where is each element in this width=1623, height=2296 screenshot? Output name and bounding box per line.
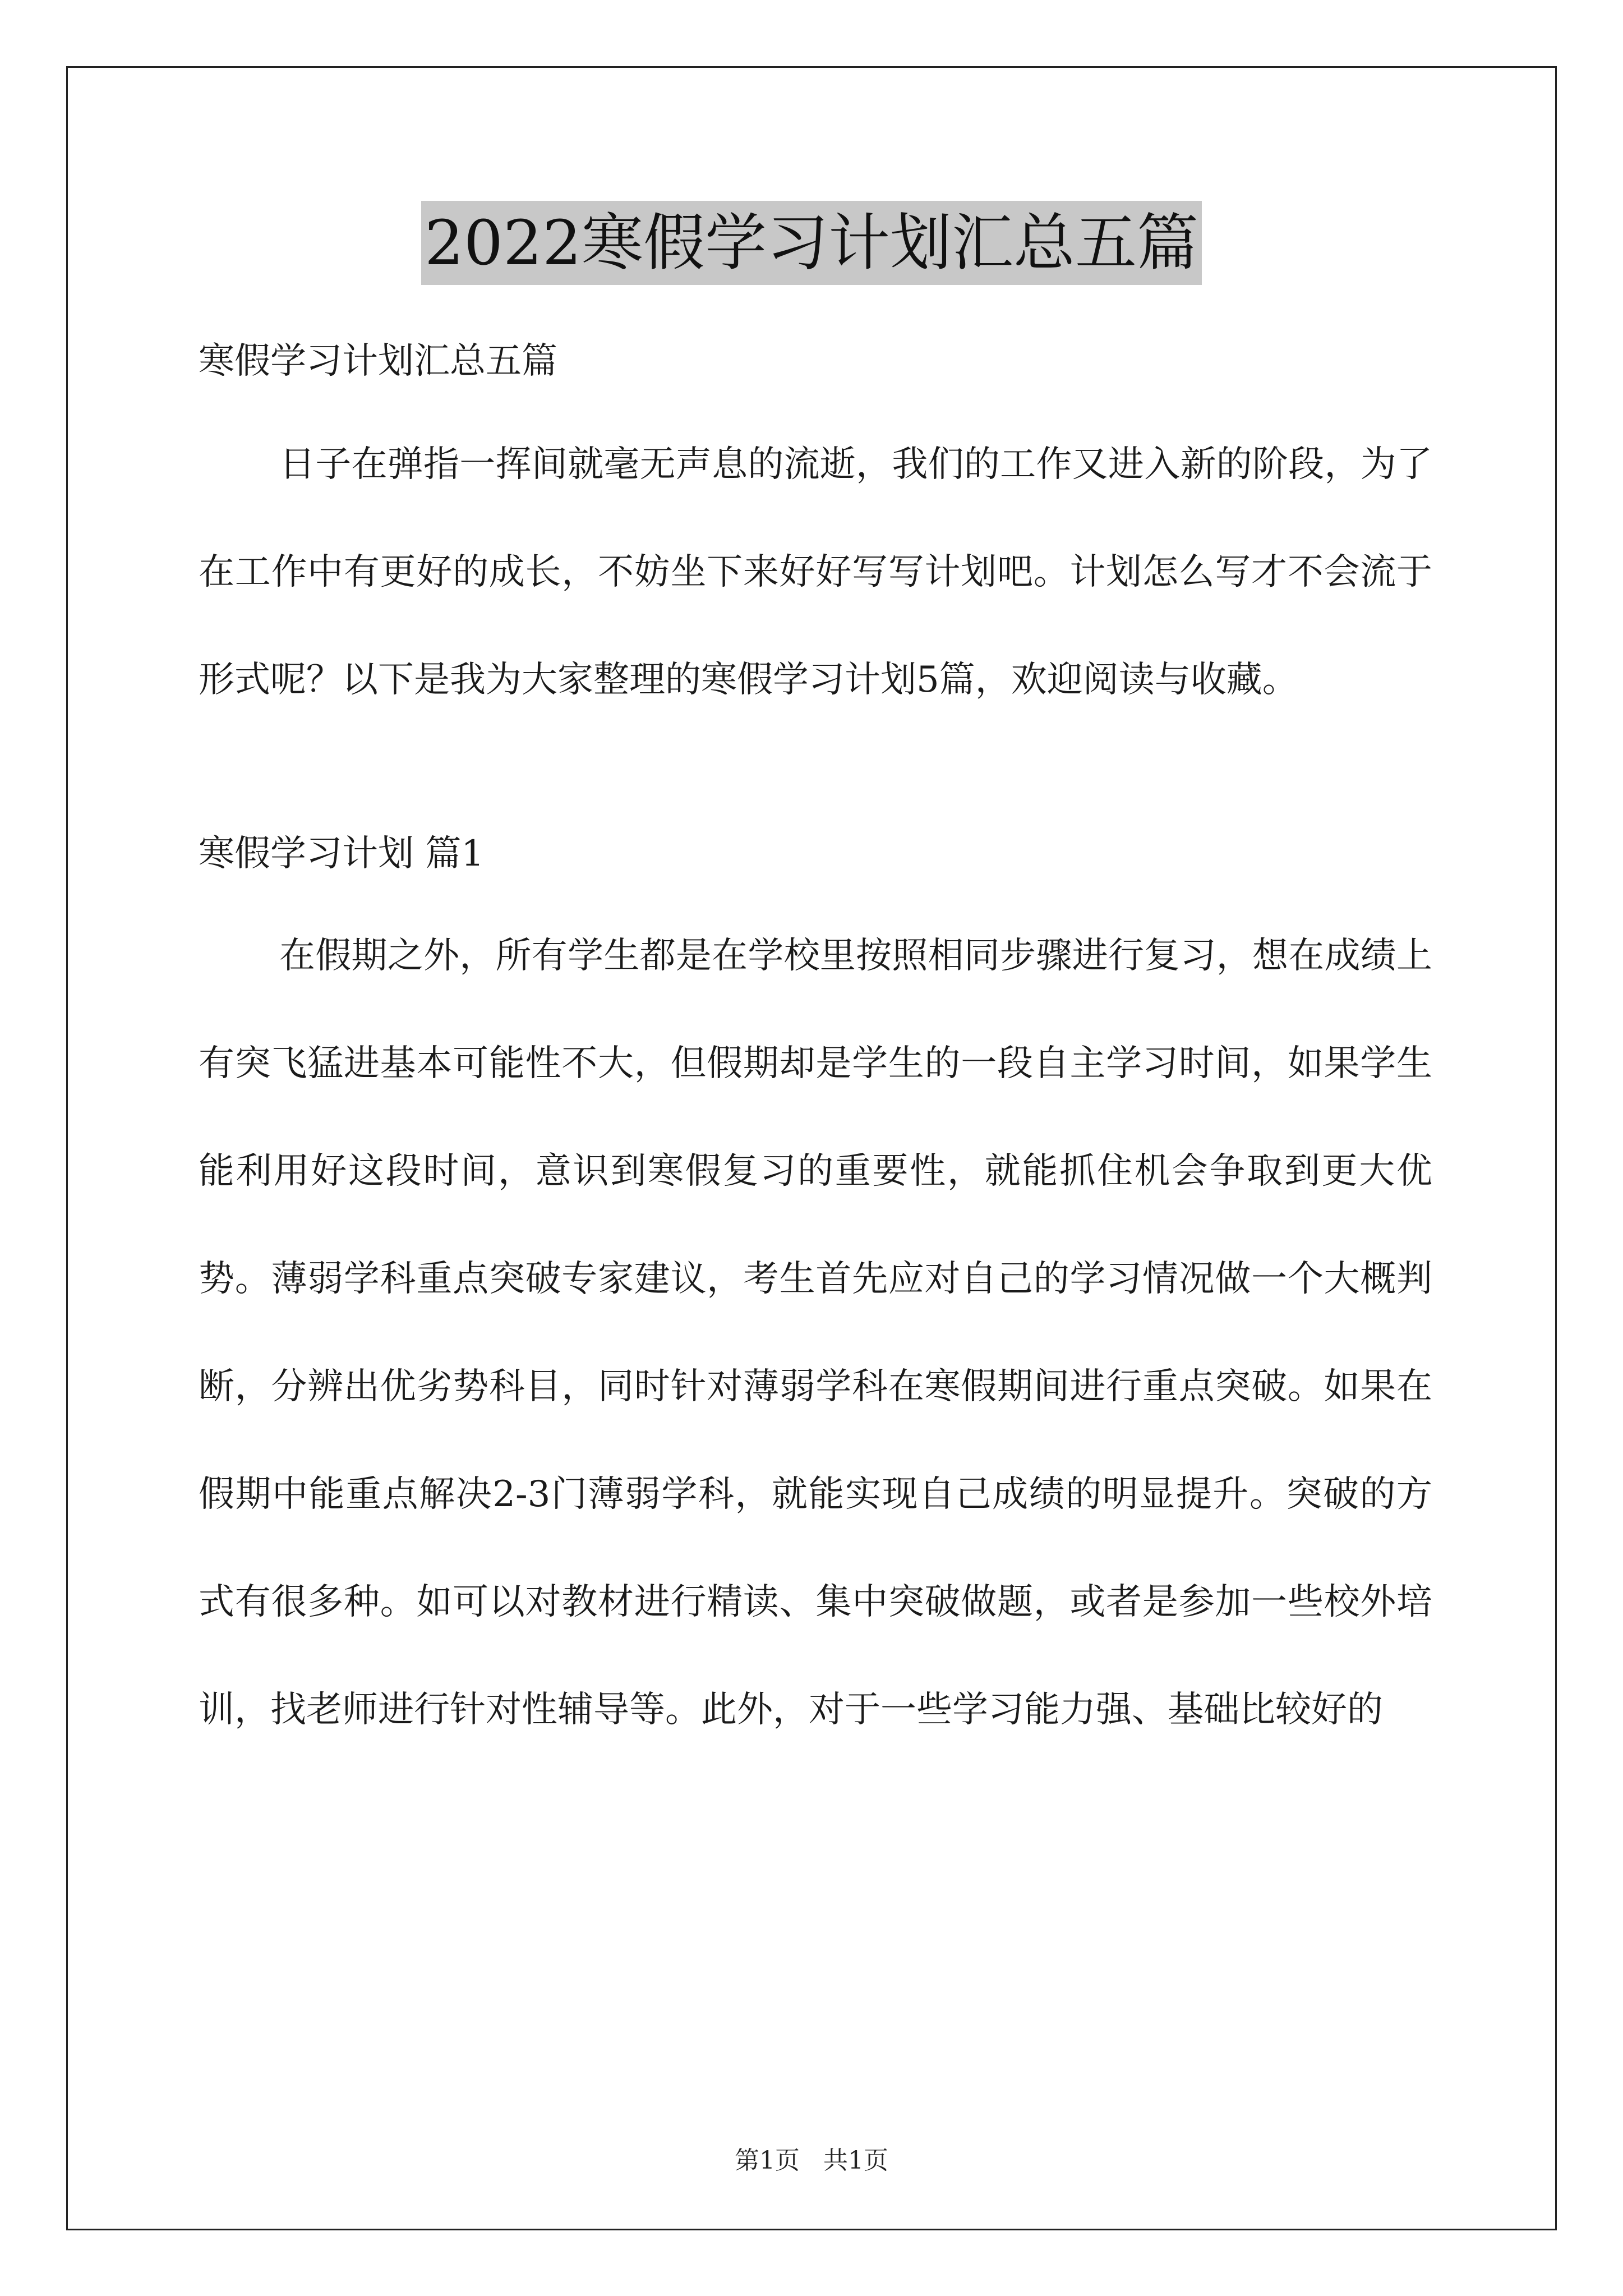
document-subtitle: 寒假学习计划汇总五篇	[199, 341, 557, 382]
section-paragraph: 在假期之外，所有学生都是在学校里按照相同步骤进行复习，想在成绩上有突飞猛进基本可能性不大，但假期却是学生的一段自主学习时间，如果学生能利用好这段时间，意识到寒假复习的重要性，就能抓住机会争取到更大优势。薄弱学科重点突破专家建议，考生首先应对自己的学习情况做一个大概判断，分辨出优劣势科目，同时针对薄弱学科在寒假期间进行重点突破。如果在假期中能重点解决2-3门薄弱学科，就能实现自己成绩的明显提升。突破的方式有很多种。如可以对教材进行精读、集中突破做题，或者是参加一些校外培训，找老师进行针对性辅导等。此外，对于一些学习能力强、基础比较好的	[199, 935, 1432, 1731]
document-body	[199, 325, 1432, 1764]
intro-paragraph: 日子在弹指一挥间就毫无声息的流逝，我们的工作又进入新的阶段，为了在工作中有更好的成长，不妨坐下来好好写写计划吧。计划怎么写才不会流于形式呢？以下是我为大家整理的寒假学习计划5篇，欢迎阅读与收藏。	[199, 444, 1432, 701]
document-title: 2022寒假学习计划汇总五篇	[421, 201, 1202, 285]
section-heading: 寒假学习计划 篇1	[199, 833, 485, 875]
title-container	[0, 201, 1623, 285]
page-footer: 第1页 共1页	[735, 2146, 888, 2175]
